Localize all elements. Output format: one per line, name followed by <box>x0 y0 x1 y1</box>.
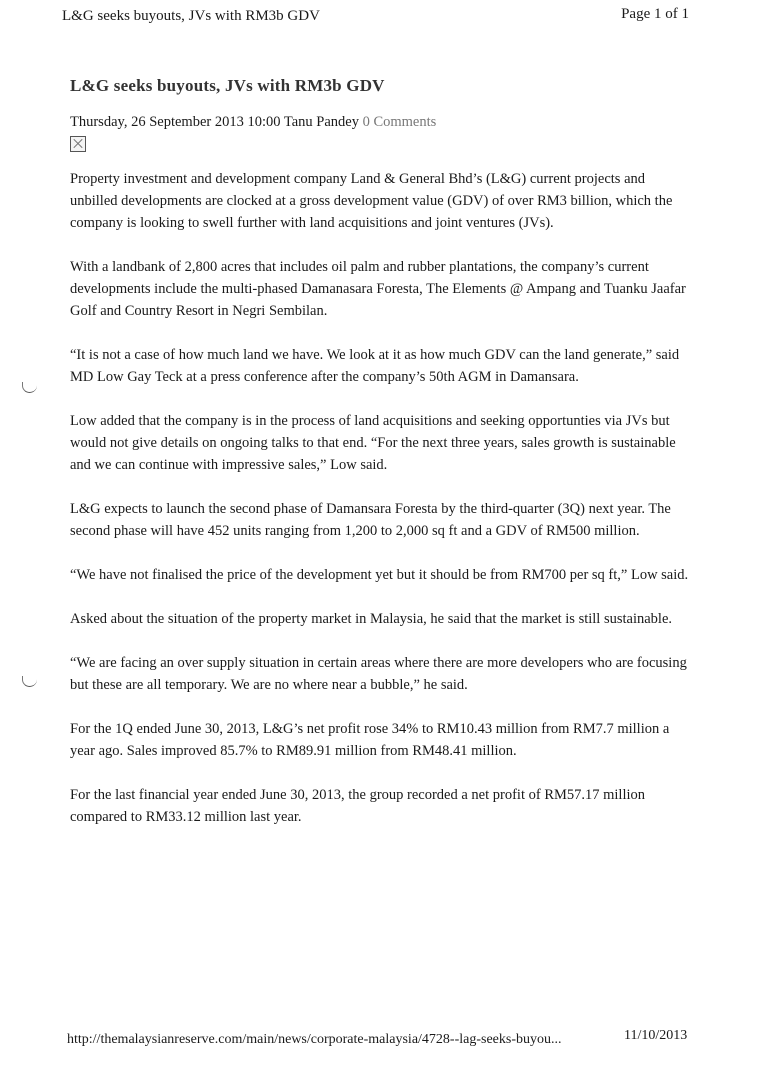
article-paragraph: L&G expects to launch the second phase of Damansara Foresta by the third-quarter (3Q) next year. The second phase will have 452 units ranging from 1,200 to 2,000 sq ft and a GDV of RM500 million. <box>70 501 671 539</box>
broken-image-icon <box>70 136 86 152</box>
punch-hole-mark <box>22 676 37 687</box>
comments-link[interactable]: 0 Comments <box>362 114 437 130</box>
article-paragraph: Property investment and development company Land & General Bhd’s (L&G) current projects and unbilled developments are clocked at a gross development value (GDV) of over RM3 billion, which the company is looking to swell further with land acquisitions and joint ventures (JVs). <box>70 171 673 231</box>
article-body <box>70 168 692 828</box>
article-byline <box>70 114 692 131</box>
article-paragraph: For the last financial year ended June 30, 2013, the group recorded a net profit of RM57.17 million compared to RM33.12 million last year. <box>70 787 646 825</box>
article-paragraph: “We are facing an over supply situation in certain areas where there are more developers who are focusing but these are all temporary. We are no where near a bubble,” he said. <box>70 655 687 693</box>
article-paragraph: Asked about the situation of the property market in Malaysia, he said that the market is still sustainable. <box>70 611 673 627</box>
article-paragraph: For the 1Q ended June 30, 2013, L&G’s net profit rose 34% to RM10.43 million from RM7.7 million a year ago. Sales improved 85.7% to RM89.91 million from RM48.41 million. <box>70 721 670 759</box>
print-header-title: L&G seeks buyouts, JVs with RM3b GDV <box>62 8 320 24</box>
article-paragraph: Low added that the company is in the process of land acquisitions and seeking opportunties via JVs but would not give details on ongoing talks to that end. “For the next three years, sales growth is sustainable and we can continue with impressive sales,” Low said. <box>70 413 676 473</box>
print-header-page-number: Page 1 of 1 <box>621 6 689 22</box>
article-paragraph: “It is not a case of how much land we have. We look at it as how much GDV can the land generate,” said MD Low Gay Teck at a press conference after the company’s 50th AGM in Damansara. <box>70 347 680 385</box>
byline-date-author: Thursday, 26 September 2013 10:00 Tanu Pandey <box>70 114 359 130</box>
article-paragraph: “We have not finalised the price of the development yet but it should be from RM700 per sq ft,” Low said. <box>70 567 689 583</box>
punch-hole-mark <box>22 382 37 393</box>
print-footer-url: http://themalaysianreserve.com/main/news/corporate-malaysia/4728--lag-seeks-buyou... <box>67 1032 562 1047</box>
article-title: L&G seeks buyouts, JVs with RM3b GDV <box>70 76 385 95</box>
article <box>70 76 692 850</box>
print-footer-date: 11/10/2013 <box>624 1028 688 1043</box>
article-paragraph: With a landbank of 2,800 acres that includes oil palm and rubber plantations, the company’s current developments include the multi-phased Damanasara Foresta, The Elements @ Ampang and Tuanku Jaafar Golf and Country Resort in Negri Sembilan. <box>70 259 686 319</box>
